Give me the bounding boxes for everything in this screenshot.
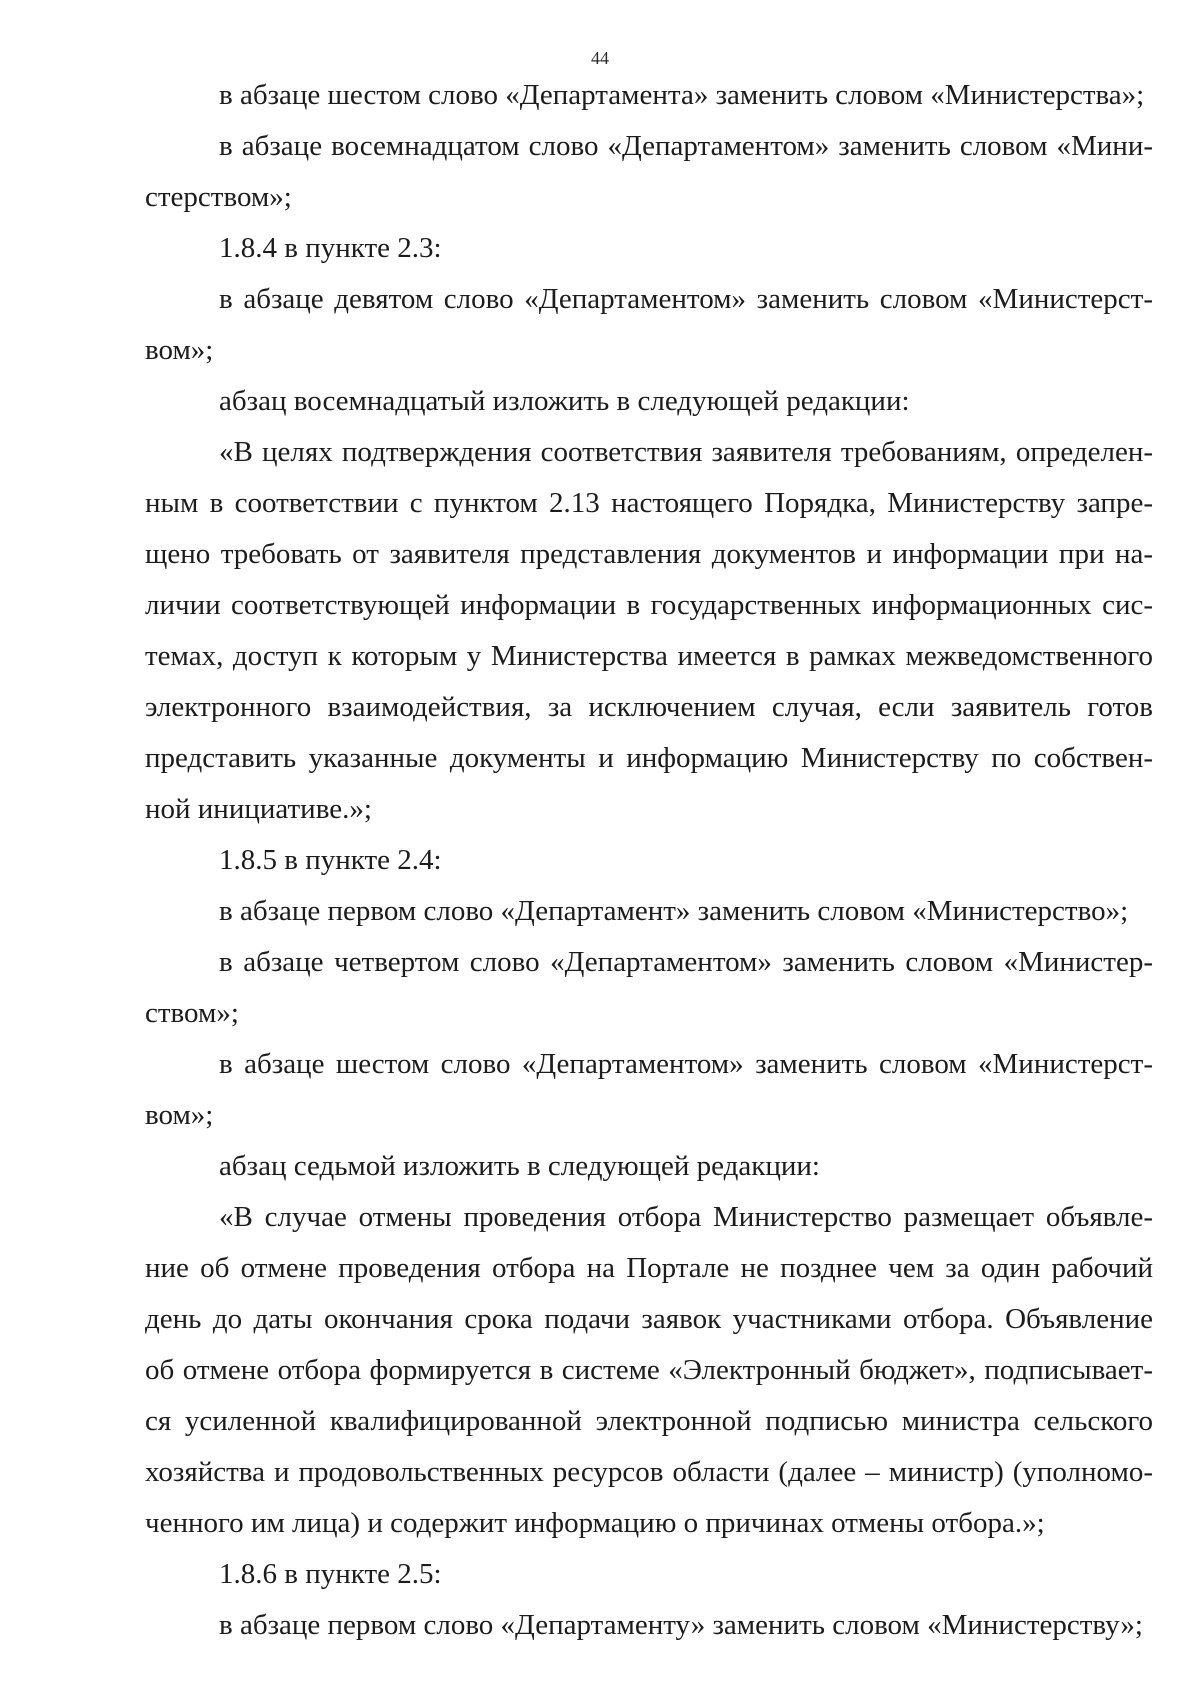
text-line: «В случае отмены проведения отбора Министерство размещает объявле- <box>219 1201 1153 1233</box>
text-line: 1.8.5 в пункте 2.4: <box>219 844 442 876</box>
text-line: электронного взаимодействия, за исключением случая, если заявитель готов <box>145 691 1153 723</box>
document-body <box>145 70 1153 1651</box>
text-line: хозяйства и продовольственных ресурсов области (далее – министр) (уполномо- <box>145 1456 1153 1488</box>
text-line: в абзаце девятом слово «Департаментом» заменить словом «Министерст- <box>219 283 1153 315</box>
text-line: в абзаце первом слово «Департаменту» заменить словом «Министерству»; <box>219 1609 1143 1641</box>
text-line: ченного им лица) и содержит информацию о причинах отмены отбора.»; <box>145 1507 1045 1539</box>
text-line: личии соответствующей информации в государственных информационных сис- <box>145 589 1153 621</box>
text-line: представить указанные документы и информацию Министерству по собствен- <box>145 742 1153 774</box>
text-line: вом»; <box>145 1099 214 1131</box>
text-line: ным в соответствии с пунктом 2.13 настоящего Порядка, Министерству запре- <box>145 487 1153 519</box>
text-line: ние об отмене проведения отбора на Портале не позднее чем за один рабочий <box>145 1252 1153 1284</box>
text-line: в абзаце четвертом слово «Департаментом» заменить словом «Министер- <box>219 946 1153 978</box>
text-line: об отмене отбора формируется в системе «Электронный бюджет», подписывает- <box>145 1354 1153 1386</box>
text-line: ной инициативе.»; <box>145 793 372 825</box>
text-line: «В целях подтверждения соответствия заявителя требованиям, определен- <box>219 436 1153 468</box>
text-line: абзац восемнадцатый изложить в следующей редакции: <box>219 385 910 417</box>
text-line: ся усиленной квалифицированной электронной подписью министра сельского <box>145 1405 1153 1437</box>
text-line: в абзаце восемнадцатом слово «Департаментом» заменить словом «Мини- <box>219 130 1153 162</box>
text-line: в абзаце шестом слово «Департаментом» заменить словом «Министерст- <box>219 1048 1153 1080</box>
text-line: 1.8.4 в пункте 2.3: <box>219 232 442 264</box>
text-line: темах, доступ к которым у Министерства имеется в рамках межведомственного <box>145 640 1153 672</box>
text-line: вом»; <box>145 334 214 366</box>
text-line: стерством»; <box>145 181 292 213</box>
text-line: в абзаце первом слово «Департамент» заменить словом «Министерство»; <box>219 895 1129 927</box>
text-line: абзац седьмой изложить в следующей редакции: <box>219 1150 820 1182</box>
text-line: день до даты окончания срока подачи заявок участниками отбора. Объявление <box>145 1303 1153 1335</box>
page-number: 44 <box>591 48 609 68</box>
text-line: в абзаце шестом слово «Департамента» заменить словом «Министерства»; <box>219 79 1145 111</box>
text-line: щено требовать от заявителя представления документов и информации при на- <box>145 538 1153 570</box>
text-line: 1.8.6 в пункте 2.5: <box>219 1558 442 1590</box>
text-line: ством»; <box>145 997 239 1029</box>
